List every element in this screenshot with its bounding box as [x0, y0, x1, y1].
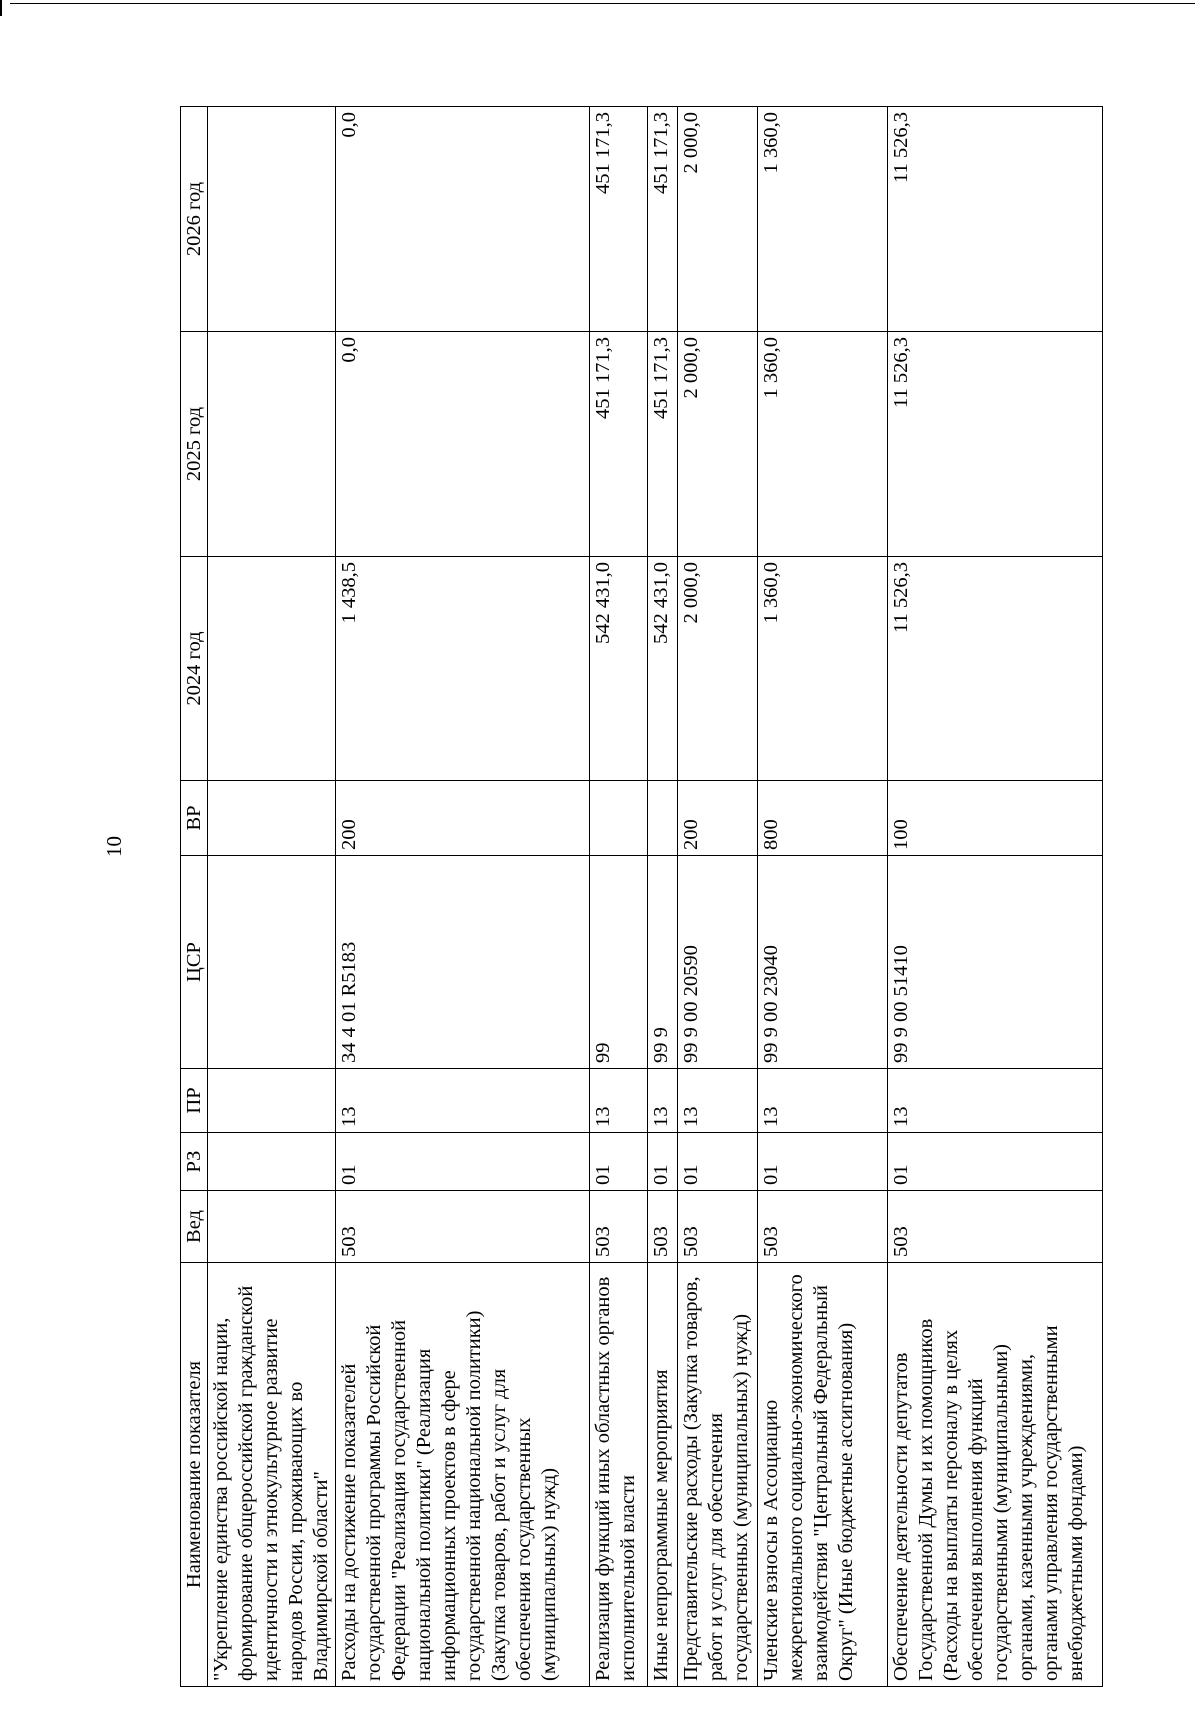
cell-2026: 451 171,3 — [590, 107, 648, 332]
cell-2026: 451 171,3 — [648, 107, 678, 332]
cell-csr: 99 — [590, 856, 648, 1069]
cell-name: Реализация функций иных областных органов исполнительной власти — [590, 1263, 648, 1687]
cell-rz: 01 — [648, 1133, 678, 1191]
cell-csr: 99 9 00 23040 — [758, 856, 888, 1069]
header-csr: ЦСР — [181, 856, 208, 1069]
cell-rz: 01 — [336, 1133, 590, 1191]
cell-name: Иные непрограммные мероприятия — [648, 1263, 678, 1687]
cell-ved: 503 — [648, 1191, 678, 1263]
header-ved: Вед — [181, 1191, 208, 1263]
table-row — [888, 107, 1103, 1687]
cell-2024: 542 431,0 — [590, 557, 648, 781]
rotated-table-frame — [180, 107, 1193, 1687]
cell-2024: 1 438,5 — [336, 557, 590, 781]
cell-2025: 451 171,3 — [590, 332, 648, 557]
cell-pr: 13 — [758, 1069, 888, 1133]
cell-2026: 1 360,0 — [758, 107, 888, 332]
cell-vr: 200 — [678, 781, 758, 856]
cell-vr: 800 — [758, 781, 888, 856]
cell-2024 — [208, 557, 336, 781]
cell-rz: 01 — [888, 1133, 1103, 1191]
cell-vr — [208, 781, 336, 856]
cell-name: Представительские расходы (Закупка товаров, работ и услуг для обеспечения государственных (муниципальных) нужд) — [678, 1263, 758, 1687]
cell-ved: 503 — [888, 1191, 1103, 1263]
cell-csr: 99 9 — [648, 856, 678, 1069]
cell-ved: 503 — [336, 1191, 590, 1263]
cell-csr: 99 9 00 51410 — [888, 856, 1103, 1069]
cell-pr: 13 — [590, 1069, 648, 1133]
header-vr: ВР — [181, 781, 208, 856]
cell-2024: 2 000,0 — [678, 557, 758, 781]
cell-csr — [208, 856, 336, 1069]
cell-2024: 542 431,0 — [648, 557, 678, 781]
cell-2024: 11 526,3 — [888, 557, 1103, 781]
cell-csr: 99 9 00 20590 — [678, 856, 758, 1069]
table-row — [678, 107, 758, 1687]
cell-ved — [208, 1191, 336, 1263]
cell-2026 — [208, 107, 336, 332]
cell-2025: 0,0 — [336, 332, 590, 557]
table-row — [208, 107, 336, 1687]
cell-ved: 503 — [758, 1191, 888, 1263]
table-header-row — [181, 107, 208, 1687]
cell-ved: 503 — [590, 1191, 648, 1263]
cell-rz: 01 — [678, 1133, 758, 1191]
cell-rz: 01 — [590, 1133, 648, 1191]
left-edge-mark — [0, 0, 2, 16]
budget-table — [180, 106, 1103, 1687]
cell-pr: 13 — [648, 1069, 678, 1133]
cell-2025: 2 000,0 — [678, 332, 758, 557]
cell-rz — [208, 1133, 336, 1191]
cell-name: "Укрепление единства российской нации, формирование общероссийской гражданской идентичности и этнокультурное развитие народов России, проживающих во Владимирской области" — [208, 1263, 336, 1687]
cell-name: Обеспечение деятельности депутатов Государственной Думы и их помощников (Расходы на выплаты персоналу в целях обеспечения выполнения функций государственными (муниципальными) органами, казенными учреждениями, органами управления государственными внебюджетными фондами) — [888, 1263, 1103, 1687]
table-row — [648, 107, 678, 1687]
cell-vr: 200 — [336, 781, 590, 856]
cell-rz: 01 — [758, 1133, 888, 1191]
cell-name: Членские взносы в Ассоциацию межрегионального социально-экономического взаимодействия "Центральный Федеральный Округ" (Иные бюджетные ассигнования) — [758, 1263, 888, 1687]
cell-2025 — [208, 332, 336, 557]
cell-2026: 11 526,3 — [888, 107, 1103, 332]
cell-2025: 451 171,3 — [648, 332, 678, 557]
cell-csr: 34 4 01 R5183 — [336, 856, 590, 1069]
cell-2026: 0,0 — [336, 107, 590, 332]
page-number: 10 — [102, 836, 126, 857]
cell-pr — [208, 1069, 336, 1133]
table-row — [336, 107, 590, 1687]
header-rz: РЗ — [181, 1133, 208, 1191]
cell-vr — [590, 781, 648, 856]
top-border-line — [10, 3, 1195, 4]
cell-ved: 503 — [678, 1191, 758, 1263]
cell-name: Расходы на достижение показателей государственной программы Российской Федерации "Реализация государственной национальной политики" (Реализация информационных проектов в сфере государственной национальной политики) (Закупка товаров, работ и услуг для обеспечения государственных (муниципальных) нужд) — [336, 1263, 590, 1687]
header-name: Наименование показателя — [181, 1263, 208, 1687]
cell-2026: 2 000,0 — [678, 107, 758, 332]
table-row — [590, 107, 648, 1687]
cell-2025: 11 526,3 — [888, 332, 1103, 557]
header-2024: 2024 год — [181, 557, 208, 781]
header-pr: ПР — [181, 1069, 208, 1133]
cell-pr: 13 — [888, 1069, 1103, 1133]
cell-vr: 100 — [888, 781, 1103, 856]
cell-2025: 1 360,0 — [758, 332, 888, 557]
header-2025: 2025 год — [181, 332, 208, 557]
cell-vr — [648, 781, 678, 856]
cell-pr: 13 — [678, 1069, 758, 1133]
cell-pr: 13 — [336, 1069, 590, 1133]
cell-2024: 1 360,0 — [758, 557, 888, 781]
table-row — [758, 107, 888, 1687]
header-2026: 2026 год — [181, 107, 208, 332]
